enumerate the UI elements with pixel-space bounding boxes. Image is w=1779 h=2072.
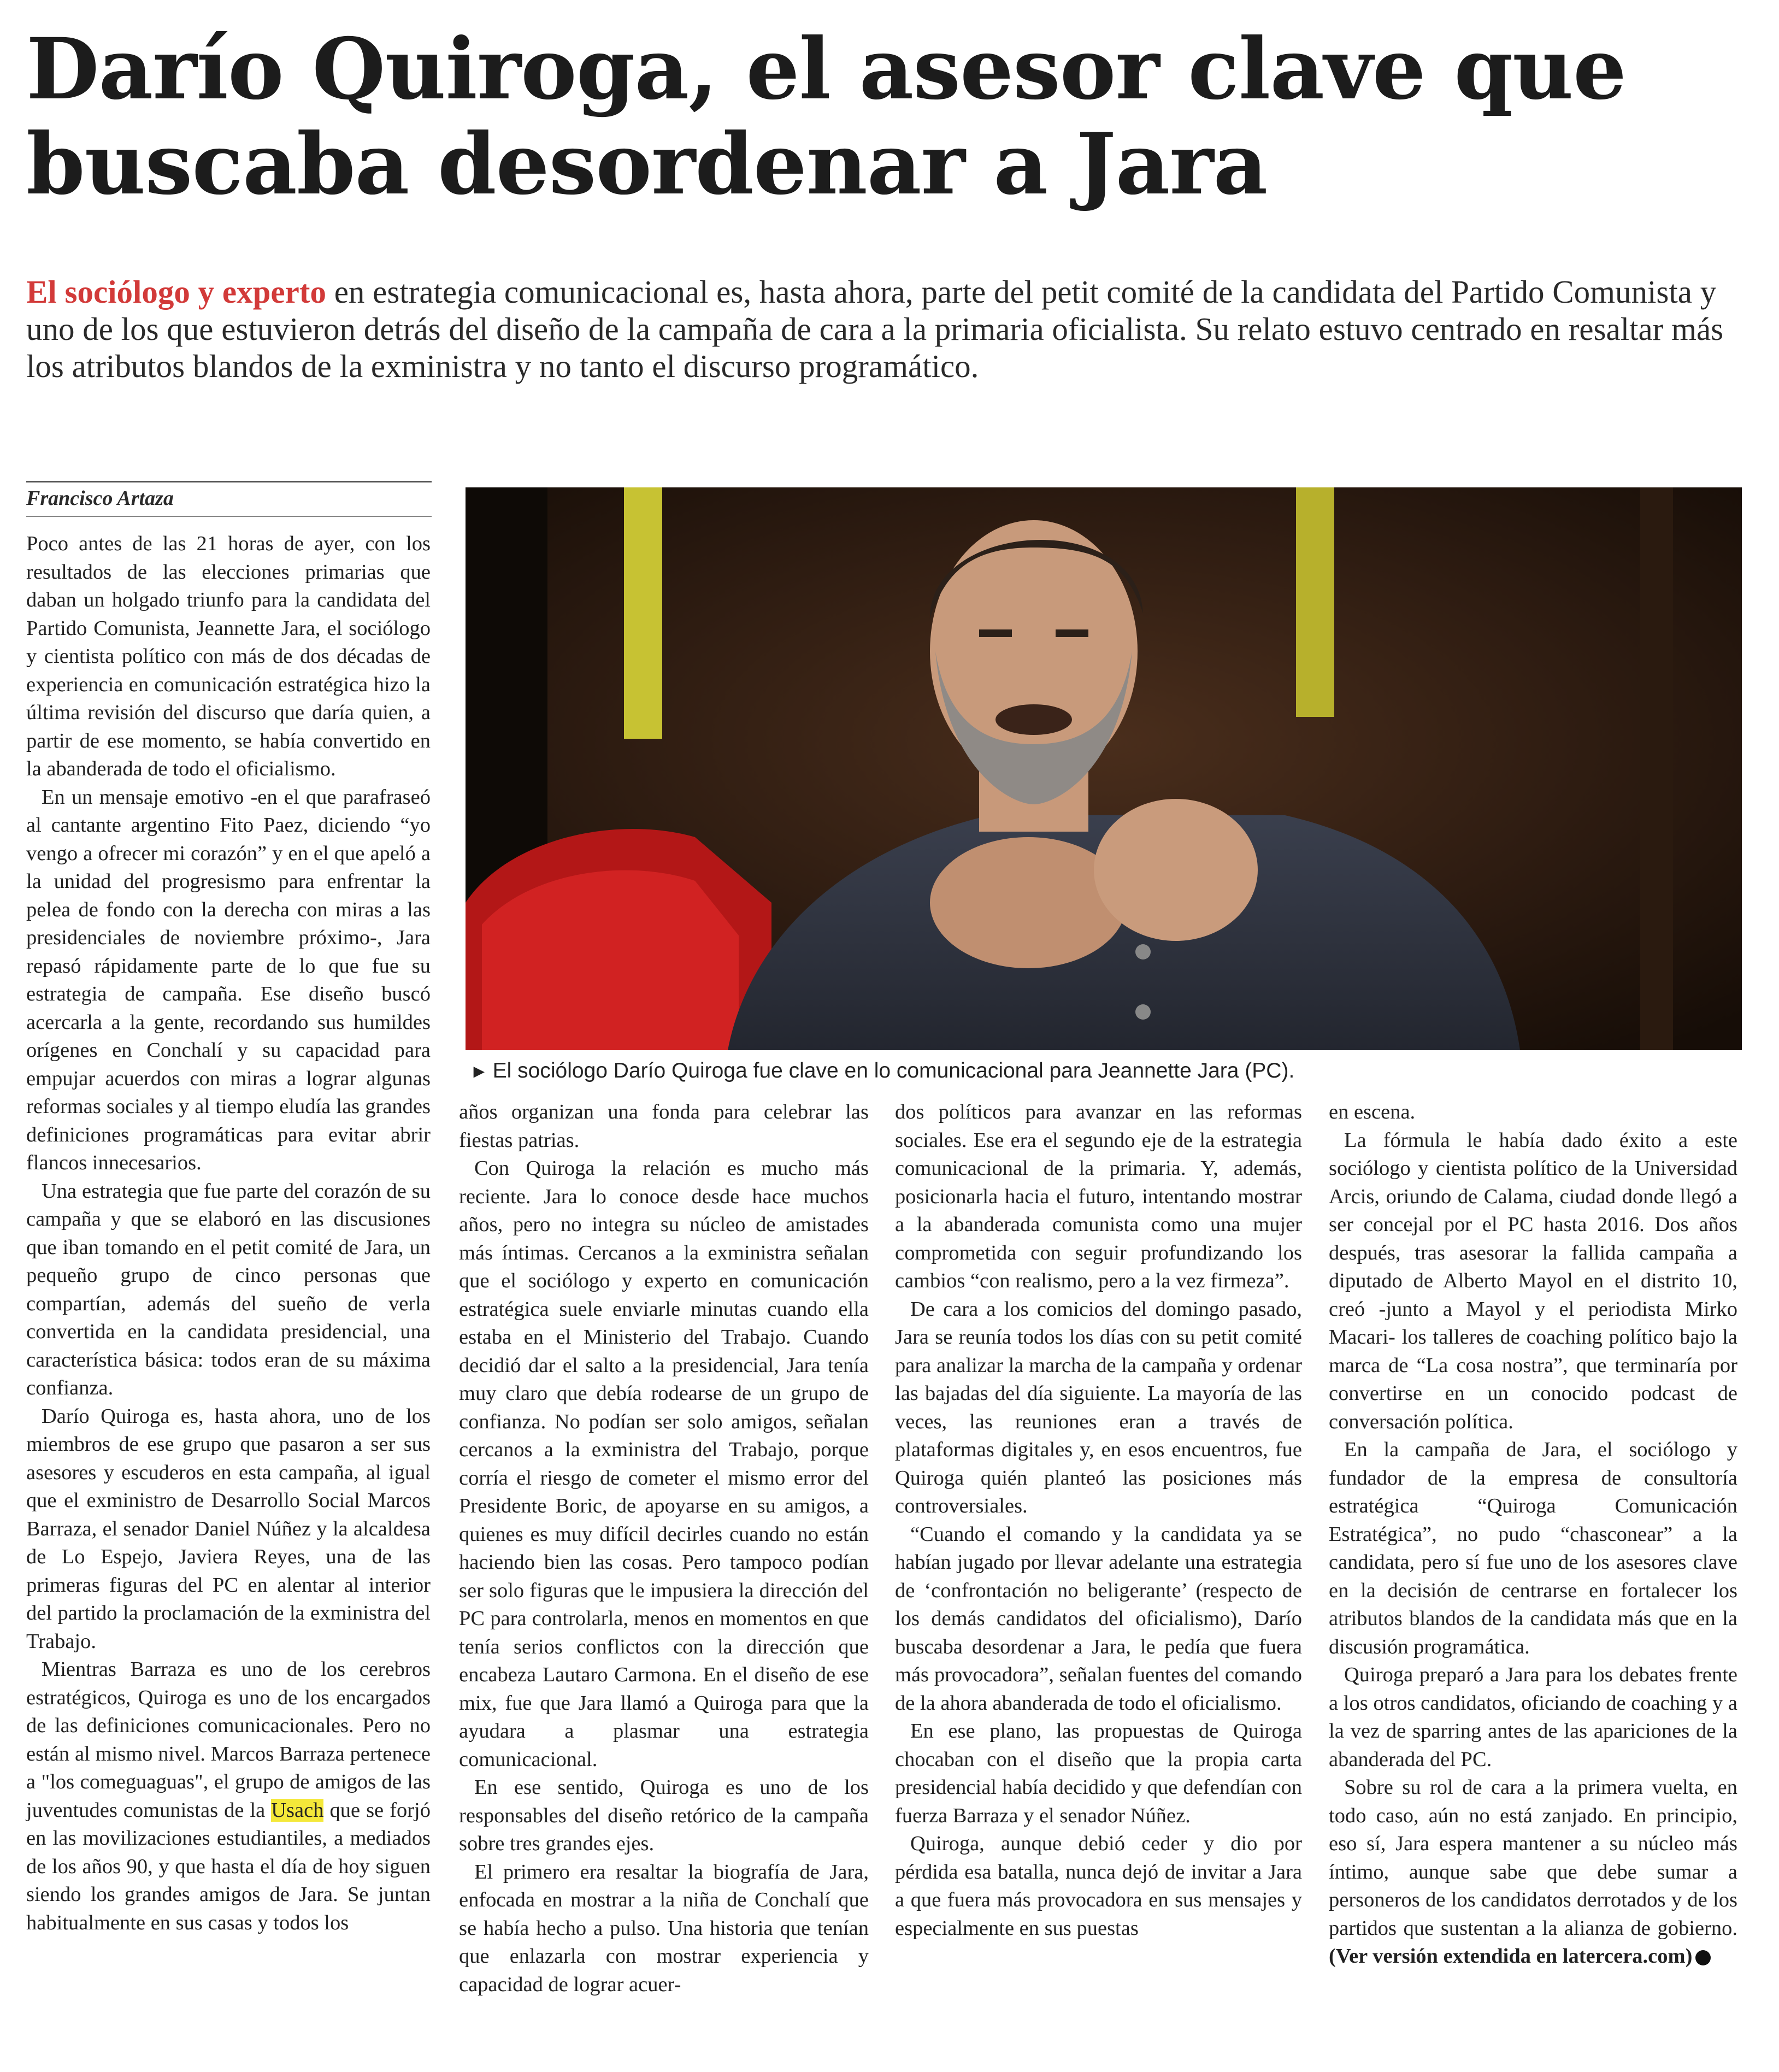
deck-lead: El sociólogo y experto (26, 274, 326, 310)
photo-portrait-illustration (466, 487, 1742, 1050)
author-name: Francisco Artaza (26, 487, 174, 510)
article-photo (466, 487, 1742, 1050)
body-column-2 (459, 1098, 869, 1999)
paragraph: Darío Quiroga es, hasta ahora, uno de los miembros de ese grupo que pasaron a ser sus asesores y escuderos en esta campaña, al igual que el exministro de Desarrollo Social Marcos Barraza, el senador Daniel Núñez y la alcaldesa de Lo Espejo, Javiera Reyes, una de las primeras figuras del PC en alentar al interior del partido la proclamación de la exministra del Trabajo. (26, 1404, 431, 1653)
body-column-1 (26, 530, 431, 1937)
body-column-3 (895, 1098, 1302, 1942)
extended-version-link[interactable]: (Ver versión extendida en latercera.com) (1329, 1945, 1693, 1968)
highlighted-word: Usach (271, 1798, 324, 1822)
paragraph: años organizan una fonda para celebrar las fiestas patrias. (459, 1100, 869, 1152)
paragraph (26, 1656, 431, 1937)
photo-caption (470, 1058, 1737, 1085)
paragraph: Una estrategia que fue parte del corazón de su campaña y que se elaboró en las discusiones que iban tomando en el petit comité de Jara, un pequeño grupo de cinco personas que compartían, además del sueño de verla convertida en la candidata presidencial, una característica básica: todos eran de su máxima confianza. (26, 1179, 431, 1399)
paragraph: en escena. (1329, 1100, 1416, 1123)
deck (26, 273, 1731, 385)
paragraph: Poco antes de las 21 horas de ayer, con los resultados de las elecciones primarias que daban un holgado triunfo para la candidata del Partido Comunista, Jeannette Jara, el sociólogo y cientista político con más de dos décadas de experiencia en comunicación estratégica hizo la última revisión del discurso que daría quien, a partir de ese momento, se había convertido en la abanderada de todo el oficialismo. (26, 532, 431, 780)
paragraph-text: que se forjó en las movilizaciones estudiantiles, a mediados de los años 90, y que hasta el día de hoy siguen siendo los grandes amigos de Jara. Se juntan habitualmente en sus casas y todos los (26, 1798, 431, 1934)
paragraph: “Cuando el comando y la candidata ya se habían jugado por llevar adelante una estrategia de ‘confrontación no beligerante’ (respecto de los demás candidatos del oficialismo), Darío buscaba desordenar a Jara, le pedía que fuera más provocadora”, señalan fuentes del comando de la ahora abanderada de todo el oficialismo. (895, 1522, 1302, 1715)
paragraph: De cara a los comicios del domingo pasado, Jara se reunía todos los días con su petit comité para analizar la marcha de la campaña y ordenar las bajadas del día siguiente. La mayoría de las veces, las reuniones eran a través de plataformas digitales y, en esos encuentros, fue Quiroga quién planteó las posiciones más controversiales. (895, 1297, 1302, 1517)
paragraph: En la campaña de Jara, el sociólogo y fundador de la empresa de consultoría estratégica “Quiroga Comunicación Estratégica”, no pudo “chasconear” a la candidata, pero sí fue uno de los asesores clave en la decisión de centrarse en fortalecer los atributos blandos de la candidata más que en la discusión programática. (1329, 1438, 1737, 1658)
paragraph-text: Mientras Barraza es uno de los cerebros estratégicos, Quiroga es uno de los encargados de las definiciones comunicacionales. Pero no están al mismo nivel. Marcos Barraza pertenece a "los comeguaguas", el grupo de amigos de las juventudes comunistas de la (26, 1658, 431, 1822)
paragraph: El primero era resaltar la biografía de Jara, enfocada en mostrar a la niña de Conchalí que se había hecho a pulso. Una historia que tenían que enlazarla con mostrar experiencia y capacidad de lograr acuer- (459, 1860, 869, 1996)
deck-text: en estrategia comunicacional es, hasta ahora, parte del petit comité de la candidata del Partido Comunista y uno de los que estuvieron detrás del diseño de la campaña de cara a la primaria oficialista. Su relato estuvo centrado en resaltar más los atributos blandos de la exministra y no tanto el discurso programático. (26, 274, 1724, 384)
byline (26, 481, 432, 517)
paragraph: La fórmula le había dado éxito a este sociólogo y cientista político de la Universidad Arcis, oriundo de Calama, ciudad donde llegó a ser concejal por el PC hasta 2016. Dos años después, tras asesorar la fallida campaña a diputado de Alberto Mayol en el distrito 10, creó -junto a Mayol y el periodista Mirko Macari- los talleres de coaching político bajo la marca de “La cosa nostra”, que terminaría por convertirse en un conocido podcast de conversación política. (1329, 1128, 1737, 1433)
paragraph: En ese plano, las propuestas de Quiroga chocaban con el diseño que la propia carta presidencial había decidido y que defendían con fuerza Barraza y el senador Núñez. (895, 1720, 1302, 1827)
headline: Darío Quiroga, el asesor clave que buscaba desordenar a Jara (26, 20, 1626, 214)
end-mark-icon (1695, 1950, 1711, 1965)
paragraph: Con Quiroga la relación es mucho más reciente. Jara lo conoce desde hace muchos años, pero no integra su núcleo de amistades más íntimas. Cercanos a la exministra señalan que el sociólogo y experto en comunicación estratégica suele enviarle minutas cuando ella estaba en el Ministerio del Trabajo. Cuando decidió dar el salto a la presidencial, Jara tenía muy claro que debía rodearse de un grupo de confianza. No podían ser solo amigos, señalan cercanos a la exministra del Trabajo, porque corría el riesgo de cometer el mismo error del Presidente Boric, de apoyarse en su amigos, a quienes es muy difícil decirles cuando no están haciendo bien las cosas. Pero tampoco podían ser solo figuras que le impusiera la dirección del PC para controlarla, menos en momentos en que tenía serios conflictos con la dirección que encabeza Lautaro Carmona. En el diseño de ese mix, fue que Jara llamó a Quiroga para que la ayudara a plasmar una estrategia comunicacional. (459, 1157, 869, 1771)
paragraph: Quiroga, aunque debió ceder y dio por pérdida esa batalla, nunca dejó de invitar a Jara a que fuera más provocadora en sus mensajes y especialmente en sus puestas (895, 1832, 1302, 1940)
caption-marker-icon: ► (470, 1061, 488, 1082)
paragraph-text: Sobre su rol de cara a la primera vuelta, en todo caso, aún no está zanjado. En principio, eso sí, Jara espera mantener a su núcleo más íntimo, aunque sabe que debe sumar a personeros de los candidatos derrotados y de los partidos que sustentan a la alianza de gobierno. (1329, 1776, 1737, 1940)
paragraph: Quiroga preparó a Jara para los debates frente a los otros candidatos, oficiando de coaching y a la vez de sparring antes de las apariciones de la abanderada del PC. (1329, 1663, 1737, 1771)
paragraph: En un mensaje emotivo -en el que parafraseó al cantante argentino Fito Paez, diciendo “yo vengo a ofrecer mi corazón” y en el que apeló a la unidad del progresismo para enfrentar la pelea de fondo con la derecha con miras a las presidenciales de noviembre próximo-, Jara repasó rápidamente parte de lo que fue su estrategia de campaña. Ese diseño buscó acercarla a la gente, recordando sus humildes orígenes en Conchalí y su capacidad para empujar acuerdos con miras a lograr algunas reformas sociales y al tiempo eludía las grandes definiciones programáticas para evitar abrir flancos innecesarios. (26, 785, 431, 1174)
paragraph: dos políticos para avanzar en las reformas sociales. Ese era el segundo eje de la estrategia comunicacional de la primaria. Y, además, posicionarla hacia el futuro, intentando mostrar a la abanderada comunista como una mujer comprometida con seguir profundizando los cambios “con realismo, pero a la vez firmeza”. (895, 1100, 1302, 1292)
paragraph (1329, 1774, 1737, 1971)
caption-text: El sociólogo Darío Quiroga fue clave en lo comunicacional para Jeannette Jara (PC). (492, 1059, 1295, 1082)
body-column-4 (1329, 1098, 1737, 1971)
paragraph: En ese sentido, Quiroga es uno de los responsables del diseño retórico de la campaña sobre tres grandes ejes. (459, 1776, 869, 1855)
